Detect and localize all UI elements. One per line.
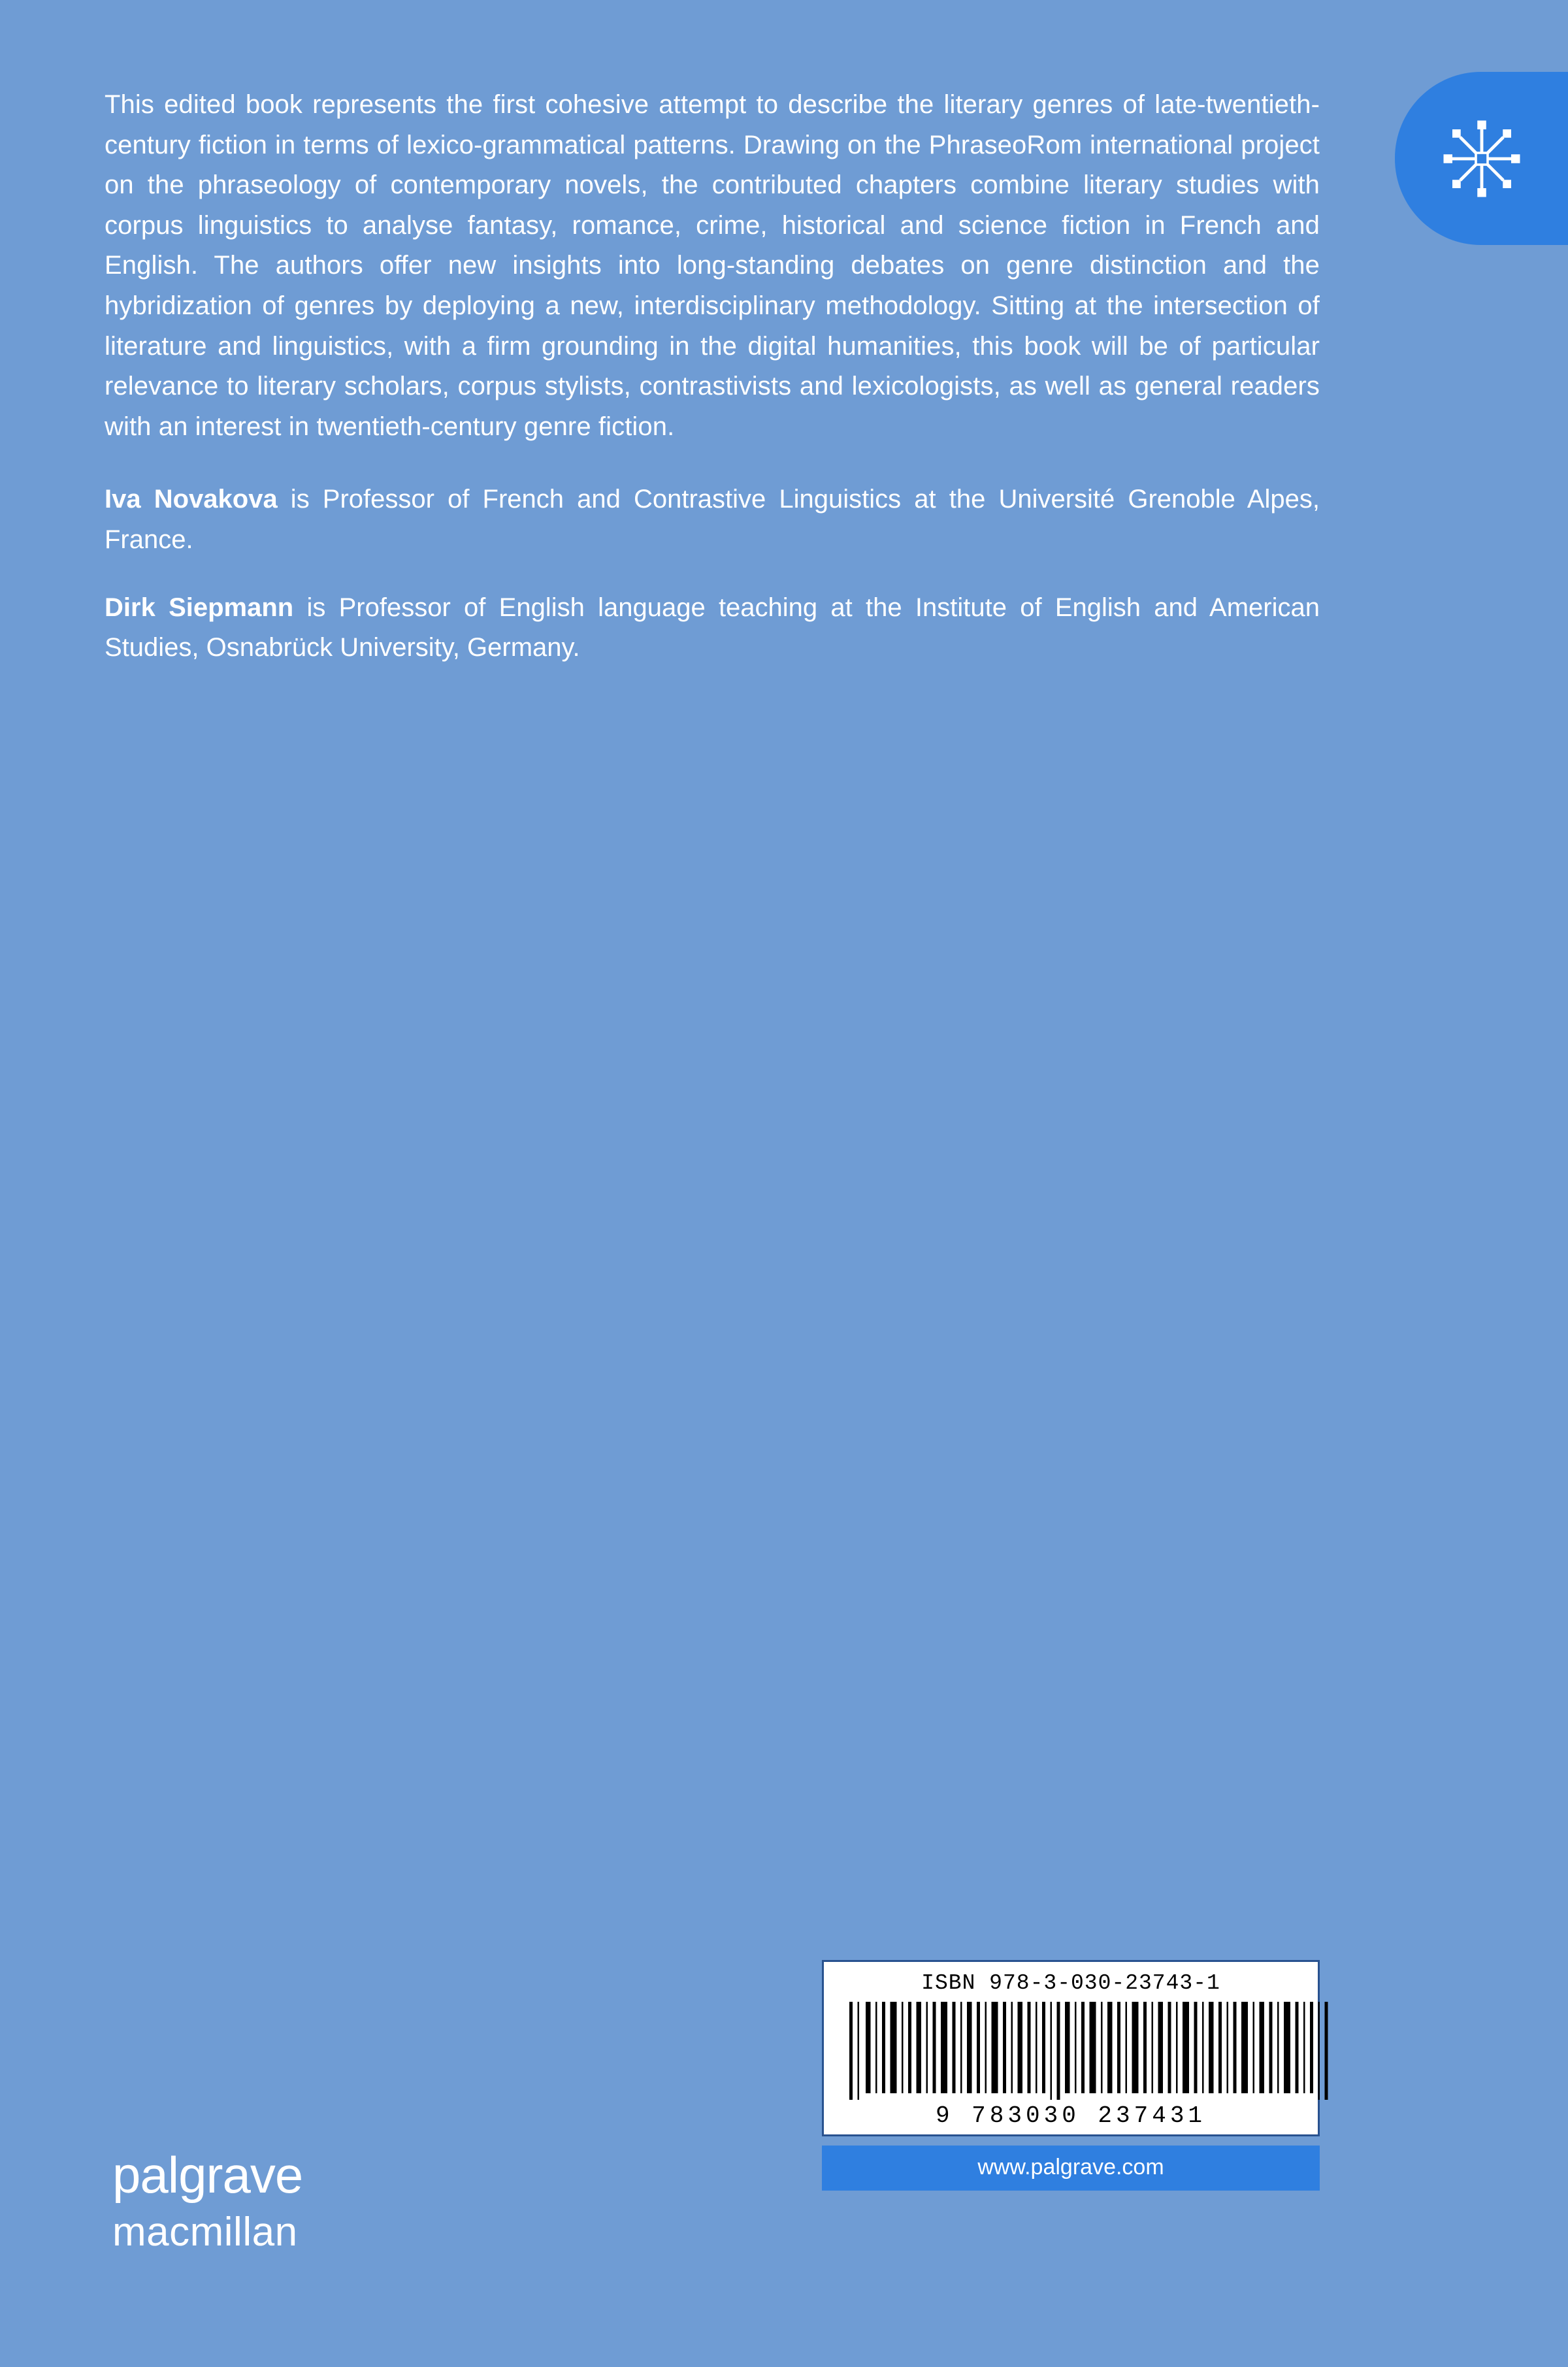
palgrave-logo-icon [1433, 110, 1531, 208]
author-bio-2 [105, 588, 1320, 668]
isbn-label: ISBN 978-3-030-23743-1 [921, 1971, 1220, 1995]
barcode-block [822, 1960, 1320, 2191]
back-cover-text [105, 85, 1320, 668]
barcode-bars-icon [846, 2002, 1336, 2100]
author-description-1: is Professor of French and Contrastive Linguistics at the Université Grenoble Alpes, France. [105, 485, 1320, 554]
author-name-1: Iva Novakova [105, 485, 278, 514]
palgrave-logo-mark [1395, 72, 1568, 245]
publisher-name-line1: palgrave [112, 2146, 303, 2204]
publisher-website[interactable]: www.palgrave.com [822, 2146, 1320, 2191]
publisher-name-line2: macmillan [112, 2210, 298, 2255]
author-bio-1 [105, 480, 1320, 560]
ean-digits: 9 783030 237431 [935, 2102, 1207, 2129]
author-description-2: is Professor of English language teaching at the Institute of English and American Studies, Osnabrück University, Germany. [105, 593, 1320, 662]
blurb-paragraph: This edited book represents the first cohesive attempt to describe the literary genres of late-twentieth-century fiction in terms of lexico-grammatical patterns. Drawing on the PhraseoRom international project on the phraseology of contemporary novels, the contributed chapters combine literary studies with corpus linguistics to analyse fantasy, romance, crime, historical and science fiction in French and English. The authors offer new insights into long-standing debates on genre distinction and the hybridization of genres by deploying a new, interdisciplinary methodology. Sitting at the intersection of literature and linguistics, with a firm grounding in the digital humanities, this book will be of particular relevance to literary scholars, corpus stylists, contrastivists and lexicologists, as well as general readers with an interest in twentieth-century genre fiction. [105, 90, 1320, 441]
barcode-card [822, 1960, 1320, 2136]
publisher-wordmark [112, 2146, 303, 2255]
author-name-2: Dirk Siepmann [105, 593, 294, 622]
